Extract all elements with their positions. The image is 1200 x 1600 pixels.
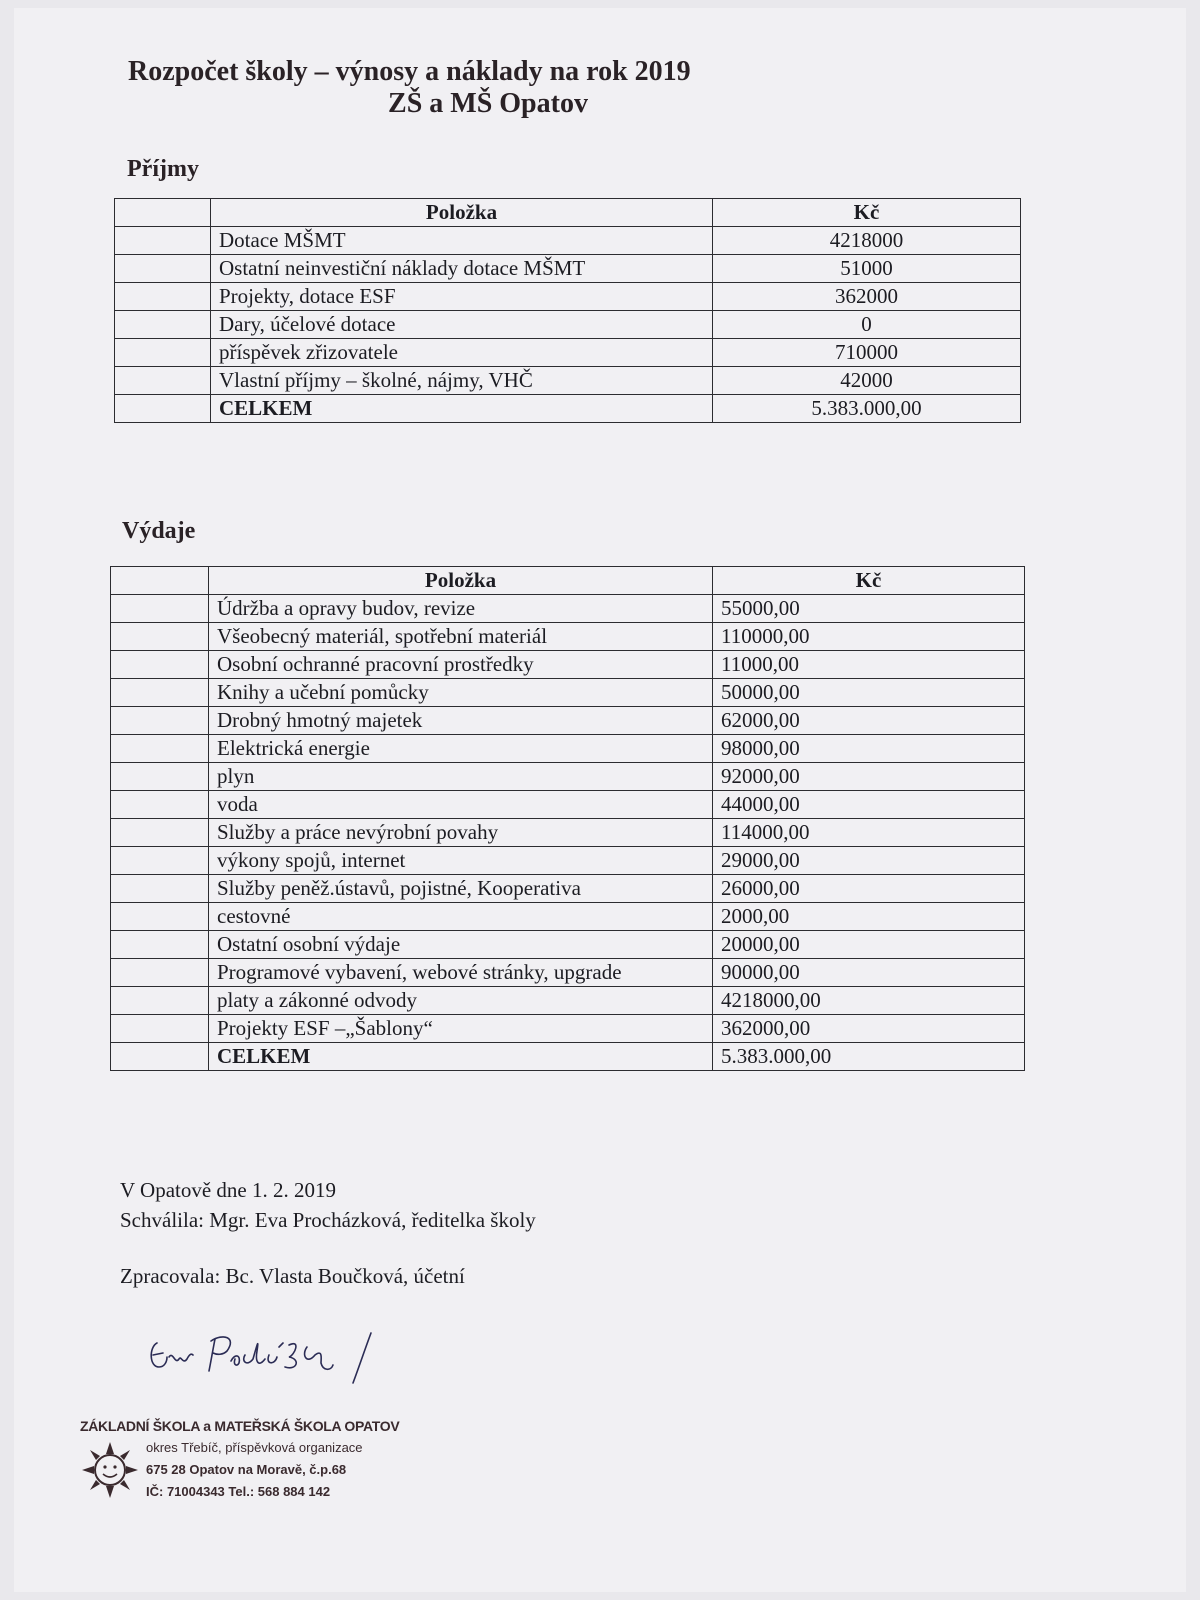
row-amount-cell: 0 <box>713 311 1021 339</box>
row-amount-cell: 55000,00 <box>713 595 1025 623</box>
row-index-cell <box>111 987 209 1015</box>
row-amount-cell: 5.383.000,00 <box>713 395 1021 423</box>
row-amount-cell: 20000,00 <box>713 931 1025 959</box>
table-row <box>111 651 1025 679</box>
stamp-line-1: okres Třebíč, příspěvková organizace <box>146 1440 363 1455</box>
table-row <box>111 679 1025 707</box>
row-amount-cell: 362000 <box>713 283 1021 311</box>
income-header-item: Položka <box>211 199 713 227</box>
row-item-cell: Dary, účelové dotace <box>211 311 713 339</box>
row-index-cell <box>111 595 209 623</box>
table-row <box>111 847 1025 875</box>
row-amount-cell: 710000 <box>713 339 1021 367</box>
row-index-cell <box>111 623 209 651</box>
row-item-cell: Osobní ochranné pracovní prostředky <box>209 651 713 679</box>
table-row <box>111 903 1025 931</box>
table-row <box>111 959 1025 987</box>
row-amount-cell: 114000,00 <box>713 819 1025 847</box>
row-amount-cell: 62000,00 <box>713 707 1025 735</box>
row-index-cell <box>111 791 209 819</box>
table-row <box>111 763 1025 791</box>
signature-icon <box>145 1325 395 1395</box>
expenses-table <box>110 566 1025 1071</box>
row-item-cell: voda <box>209 791 713 819</box>
row-item-cell: Knihy a učební pomůcky <box>209 679 713 707</box>
row-item-cell: Dotace MŠMT <box>211 227 713 255</box>
row-amount-cell: 29000,00 <box>713 847 1025 875</box>
row-amount-cell: 26000,00 <box>713 875 1025 903</box>
income-heading: Příjmy <box>127 156 199 182</box>
row-amount-cell: 90000,00 <box>713 959 1025 987</box>
title-line-1: Rozpočet školy – výnosy a náklady na rok 2019 <box>128 56 691 87</box>
expenses-heading: Výdaje <box>122 518 196 544</box>
row-index-cell <box>115 367 211 395</box>
table-row <box>111 707 1025 735</box>
row-index-cell <box>115 227 211 255</box>
row-index-cell <box>115 255 211 283</box>
table-row <box>111 1043 1025 1071</box>
row-index-cell <box>111 903 209 931</box>
table-row <box>111 931 1025 959</box>
table-row <box>111 595 1025 623</box>
row-amount-cell: 51000 <box>713 255 1021 283</box>
row-item-cell: příspěvek zřizovatele <box>211 339 713 367</box>
row-index-cell <box>111 875 209 903</box>
row-item-cell: platy a zákonné odvody <box>209 987 713 1015</box>
row-amount-cell: 5.383.000,00 <box>713 1043 1025 1071</box>
row-amount-cell: 50000,00 <box>713 679 1025 707</box>
table-row <box>111 1015 1025 1043</box>
expenses-header-row <box>111 567 1025 595</box>
school-stamp <box>80 1418 400 1518</box>
table-row <box>111 819 1025 847</box>
table-row <box>115 255 1021 283</box>
expenses-header-item: Položka <box>209 567 713 595</box>
income-header-row <box>115 199 1021 227</box>
row-amount-cell: 362000,00 <box>713 1015 1025 1043</box>
row-index-cell <box>111 1015 209 1043</box>
row-amount-cell: 2000,00 <box>713 903 1025 931</box>
table-row <box>115 311 1021 339</box>
row-index-cell <box>115 283 211 311</box>
table-row <box>115 283 1021 311</box>
row-item-cell: plyn <box>209 763 713 791</box>
row-index-cell <box>111 707 209 735</box>
row-index-cell <box>115 339 211 367</box>
row-index-cell <box>111 651 209 679</box>
row-item-cell: Projekty, dotace ESF <box>211 283 713 311</box>
table-row <box>115 367 1021 395</box>
table-row <box>111 875 1025 903</box>
expenses-header-index <box>111 567 209 595</box>
place-date: V Opatově dne 1. 2. 2019 <box>120 1178 336 1202</box>
row-item-cell: Všeobecný materiál, spotřební materiál <box>209 623 713 651</box>
row-index-cell <box>111 735 209 763</box>
title-line-2: ZŠ a MŠ Opatov <box>388 88 588 119</box>
row-index-cell <box>111 959 209 987</box>
table-row <box>115 395 1021 423</box>
stamp-line-3: IČ: 71004343 Tel.: 568 884 142 <box>146 1484 331 1499</box>
row-amount-cell: 44000,00 <box>713 791 1025 819</box>
row-index-cell <box>111 679 209 707</box>
row-amount-cell: 4218000,00 <box>713 987 1025 1015</box>
row-amount-cell: 11000,00 <box>713 651 1025 679</box>
income-header-index <box>115 199 211 227</box>
row-index-cell <box>111 819 209 847</box>
table-row <box>115 227 1021 255</box>
row-index-cell <box>115 311 211 339</box>
table-row <box>111 987 1025 1015</box>
row-item-cell: Služby a práce nevýrobní povahy <box>209 819 713 847</box>
row-amount-cell: 110000,00 <box>713 623 1025 651</box>
table-row <box>111 791 1025 819</box>
table-row <box>115 339 1021 367</box>
document-title <box>128 56 808 120</box>
row-index-cell <box>111 763 209 791</box>
row-item-cell: Drobný hmotný majetek <box>209 707 713 735</box>
row-item-cell: Programové vybavení, webové stránky, upgrade <box>209 959 713 987</box>
income-table <box>114 198 1021 423</box>
row-item-cell: cestovné <box>209 903 713 931</box>
row-index-cell <box>111 847 209 875</box>
prepared-by: Zpracovala: Bc. Vlasta Boučková, účetní <box>120 1264 465 1288</box>
row-amount-cell: 98000,00 <box>713 735 1025 763</box>
table-row <box>111 735 1025 763</box>
stamp-line-2: 675 28 Opatov na Moravě, č.p.68 <box>146 1462 347 1477</box>
row-item-cell: Ostatní osobní výdaje <box>209 931 713 959</box>
row-amount-cell: 92000,00 <box>713 763 1025 791</box>
row-amount-cell: 4218000 <box>713 227 1021 255</box>
sun-logo-icon <box>80 1440 140 1500</box>
row-item-cell: Projekty ESF –„Šablony“ <box>209 1015 713 1043</box>
row-item-cell: Údržba a opravy budov, revize <box>209 595 713 623</box>
row-index-cell <box>111 1043 209 1071</box>
row-item-cell: Vlastní příjmy – školné, nájmy, VHČ <box>211 367 713 395</box>
row-item-cell: CELKEM <box>209 1043 713 1071</box>
row-item-cell: výkony spojů, internet <box>209 847 713 875</box>
row-item-cell: Služby peněž.ústavů, pojistné, Kooperativa <box>209 875 713 903</box>
income-header-amount: Kč <box>713 199 1021 227</box>
row-index-cell <box>111 931 209 959</box>
row-item-cell: CELKEM <box>211 395 713 423</box>
row-amount-cell: 42000 <box>713 367 1021 395</box>
row-item-cell: Ostatní neinvestiční náklady dotace MŠMT <box>211 255 713 283</box>
row-item-cell: Elektrická energie <box>209 735 713 763</box>
expenses-header-amount: Kč <box>713 567 1025 595</box>
row-index-cell <box>115 395 211 423</box>
stamp-school-name: ZÁKLADNÍ ŠKOLA a MATEŘSKÁ ŠKOLA OPATOV <box>80 1418 400 1434</box>
table-row <box>111 623 1025 651</box>
approved-by: Schválila: Mgr. Eva Procházková, ředitelka školy <box>120 1208 536 1232</box>
